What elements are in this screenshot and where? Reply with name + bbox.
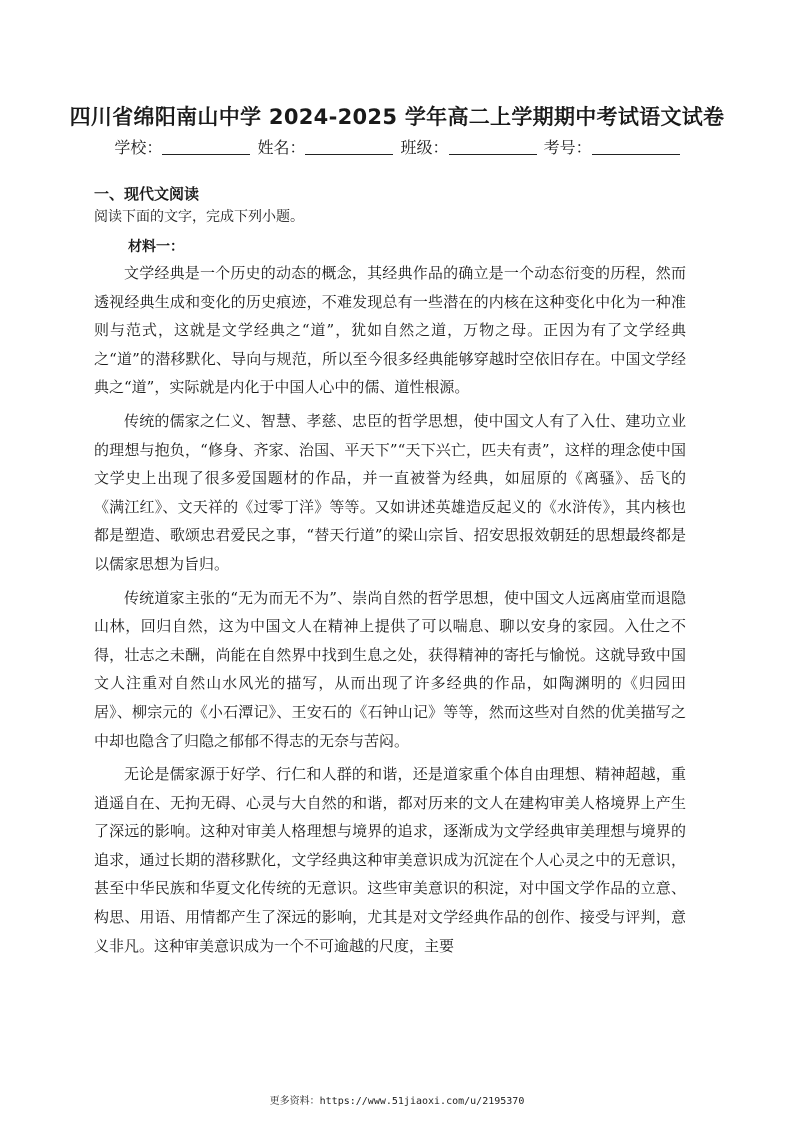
class-field[interactable] — [401, 138, 537, 157]
class-label: 班级： — [400, 138, 449, 157]
student-info-row — [0, 135, 794, 158]
paragraph: 传统道家主张的“无为而无不为”、崇尚自然的哲学思想，使中国文人远离庙堂而退隐山林，回归自然，这为中国文人在精神上提供了可以喘息、聊以安身的家园。入仕之不得，壮志之未酬，尚能在自然界中找到生息之处，获得精神的寄托与愉悦。这就导致中国文人注重对自然山水风光的描写，从而出现了许多经典的作品，如陶渊明的《归园田居》、柳宗元的《小石潭记》、王安石的《石钟山记》等等，然而这些对自然的优美描写之中却也隐含了归隐之郁郁不得志的无奈与苦闷。 — [94, 588, 686, 750]
exam-number-field[interactable] — [544, 138, 680, 157]
section-heading: 一、现代文阅读 — [94, 185, 200, 203]
paragraph: 文学经典是一个历史的动态的概念，其经典作品的确立是一个动态衍变的历程，然而透视经典生成和变化的历史痕迹，不难发现总有一些潜在的内核在这种变化中化为一种准则与范式，这就是文学经典之“道”，犹如自然之道，万物之母。正因为有了文学经典之“道”的潜移默化、导向与规范，所以至今很多经典能够穿越时空依旧存在。中国文学经典之“道”，实际就是内化于中国人心中的儒、道性根源。 — [94, 264, 686, 397]
name-blank[interactable] — [305, 140, 393, 155]
footer-link[interactable]: 更多资料：https://www.51jiaoxi.com/u/2195370 — [269, 1096, 525, 1107]
exam-number-label: 考号： — [543, 138, 592, 157]
class-blank[interactable] — [449, 140, 537, 155]
school-blank[interactable] — [162, 140, 250, 155]
section-instruction: 阅读下面的文字，完成下列小题。 — [94, 209, 304, 225]
paragraph: 无论是儒家源于好学、行仁和人群的和谐，还是道家重个体自由理想、精神超越，重逍遥自在、无拘无碍、心灵与大自然的和谐，都对历来的文人在建构审美人格境界上产生了深远的影响。这种对审美人格理想与境界的追求，逐渐成为文学经典审美理想与境界的追求，通过长期的潜移默化，文学经典这种审美意识成为沉淀在个人心灵之中的无意识，甚至中华民族和华夏文化传统的无意识。这些审美意识的积淀，对中国文学作品的立意、构思、用语、用情都产生了深远的影响，尤其是对文学经典作品的创作、接受与评判，意义非凡。这种审美意识成为一个不可逾越的尺度，主要 — [94, 765, 686, 955]
exam-title: 四川省绵阳南山中学 2024-2025 学年高二上学期期中考试语文试卷 — [69, 105, 725, 129]
material-label: 材料一： — [128, 239, 184, 255]
name-label: 姓名： — [257, 138, 306, 157]
name-field[interactable] — [257, 138, 393, 157]
exam-number-blank[interactable] — [592, 140, 680, 155]
material-body — [94, 259, 686, 965]
school-field[interactable] — [114, 138, 250, 157]
paragraph: 传统的儒家之仁义、智慧、孝慈、忠臣的哲学思想，使中国文人有了入仕、建功立业的理想与抱负，“修身、齐家、治国、平天下”“天下兴亡，匹夫有责”，这样的理念使中国文学史上出现了很多爱国题材的作品，并一直被誉为经典，如屈原的《离骚》、岳飞的《满江红》、文天祥的《过零丁洋》等等。又如讲述英雄造反起义的《水浒传》，其内核也都是塑造、歌颂忠君爱民之事，“替天行道”的梁山宗旨、招安思报效朝廷的思想最终都是以儒家思想为旨归。 — [94, 411, 686, 573]
school-label: 学校： — [114, 138, 163, 157]
